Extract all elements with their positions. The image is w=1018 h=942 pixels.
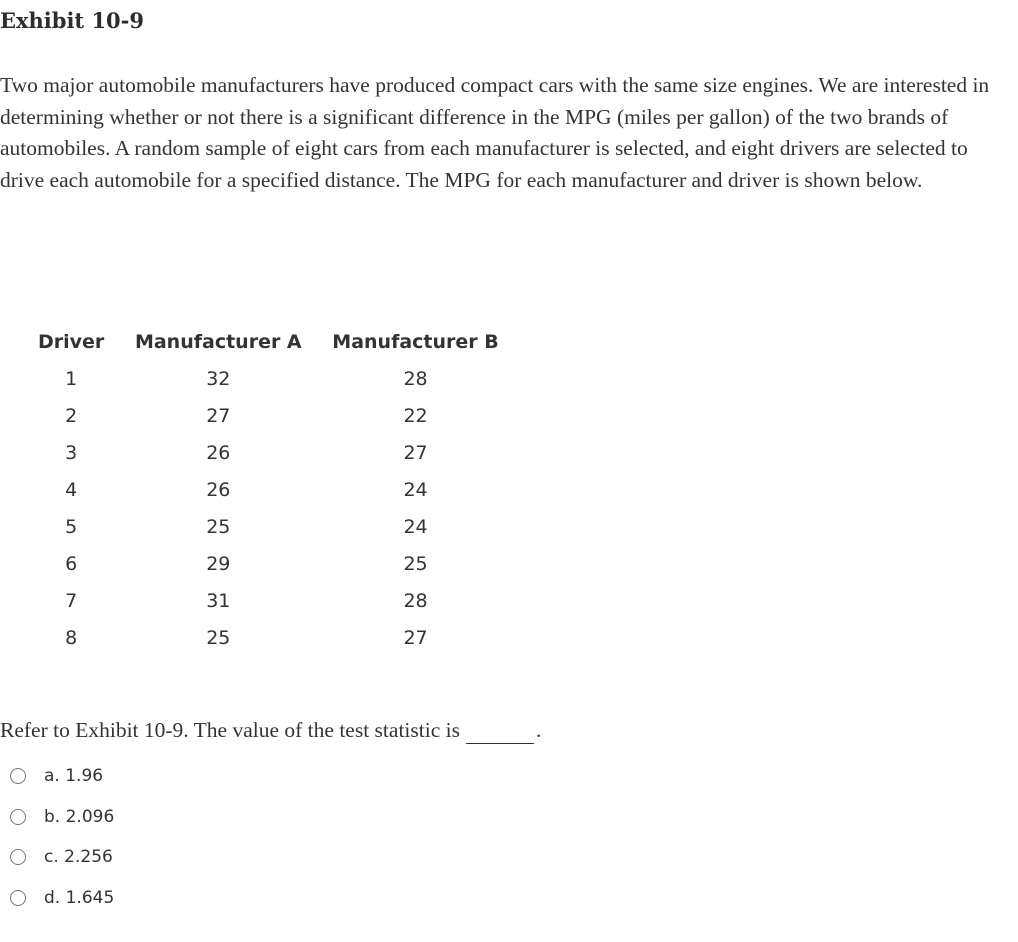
radio-button[interactable] <box>10 809 26 825</box>
option-a[interactable] <box>10 756 114 797</box>
exhibit-description: Two major automobile manufacturers have produced compact cars with the same size engines. We are interested in determining whether or not there is a significant difference in the MPG (miles per gallon) of the two brands of automobiles. A random sample of eight cars from each manufacturer is selected, and eight drivers are selected to drive each automobile for a specified distance. The MPG for each manufacturer and driver is shown below. <box>0 73 990 192</box>
manufacturer-a-cell: 27 <box>206 404 231 427</box>
question-stem: Refer to Exhibit 10-9. The value of the test statistic is <box>0 718 460 742</box>
radio-button[interactable] <box>10 849 26 865</box>
driver-cell: 4 <box>65 478 78 501</box>
table-row <box>26 545 511 582</box>
answer-options <box>10 756 114 918</box>
exhibit-title: Exhibit 10-9 <box>0 8 144 33</box>
manufacturer-a-cell: 26 <box>206 441 231 464</box>
driver-cell: 7 <box>65 589 78 612</box>
manufacturer-b-cell: 25 <box>403 552 428 575</box>
driver-cell: 6 <box>65 552 78 575</box>
option-b[interactable] <box>10 797 114 838</box>
manufacturer-b-cell: 27 <box>403 441 428 464</box>
manufacturer-b-cell: 27 <box>403 626 428 649</box>
mpg-table <box>26 324 511 656</box>
manufacturer-a-cell: 29 <box>206 552 231 575</box>
radio-button[interactable] <box>10 890 26 906</box>
option-d[interactable] <box>10 878 114 919</box>
option-label: b. 2.096 <box>44 806 115 827</box>
option-label: a. 1.96 <box>44 766 104 787</box>
manufacturer-b-cell: 28 <box>403 367 428 390</box>
table-row <box>26 508 511 545</box>
driver-cell: 8 <box>65 626 78 649</box>
table-row <box>26 619 511 656</box>
manufacturer-a-cell: 32 <box>206 367 231 390</box>
manufacturer-b-cell: 24 <box>403 515 428 538</box>
table-row <box>26 397 511 434</box>
table-row <box>26 582 511 619</box>
driver-cell: 1 <box>65 367 78 390</box>
option-label: c. 2.256 <box>44 847 113 868</box>
table-row <box>26 360 511 397</box>
manufacturer-b-cell: 28 <box>403 589 428 612</box>
question-end: . <box>535 718 542 742</box>
column-header-manufacturer-a: Manufacturer A <box>134 331 302 353</box>
answer-blank <box>466 718 534 744</box>
table-header-row <box>26 324 511 360</box>
column-header-driver: Driver <box>38 331 105 353</box>
driver-cell: 3 <box>65 441 78 464</box>
table-row <box>26 434 511 471</box>
column-header-manufacturer-b: Manufacturer B <box>332 331 499 353</box>
table-row <box>26 471 511 508</box>
driver-cell: 2 <box>65 404 78 427</box>
driver-cell: 5 <box>65 515 78 538</box>
manufacturer-b-cell: 24 <box>403 478 428 501</box>
manufacturer-a-cell: 25 <box>206 626 231 649</box>
question-text <box>0 718 541 744</box>
manufacturer-a-cell: 26 <box>206 478 231 501</box>
radio-button[interactable] <box>10 768 26 784</box>
option-c[interactable] <box>10 837 114 878</box>
manufacturer-a-cell: 25 <box>206 515 231 538</box>
manufacturer-b-cell: 22 <box>403 404 428 427</box>
manufacturer-a-cell: 31 <box>206 589 231 612</box>
option-label: d. 1.645 <box>44 887 115 908</box>
